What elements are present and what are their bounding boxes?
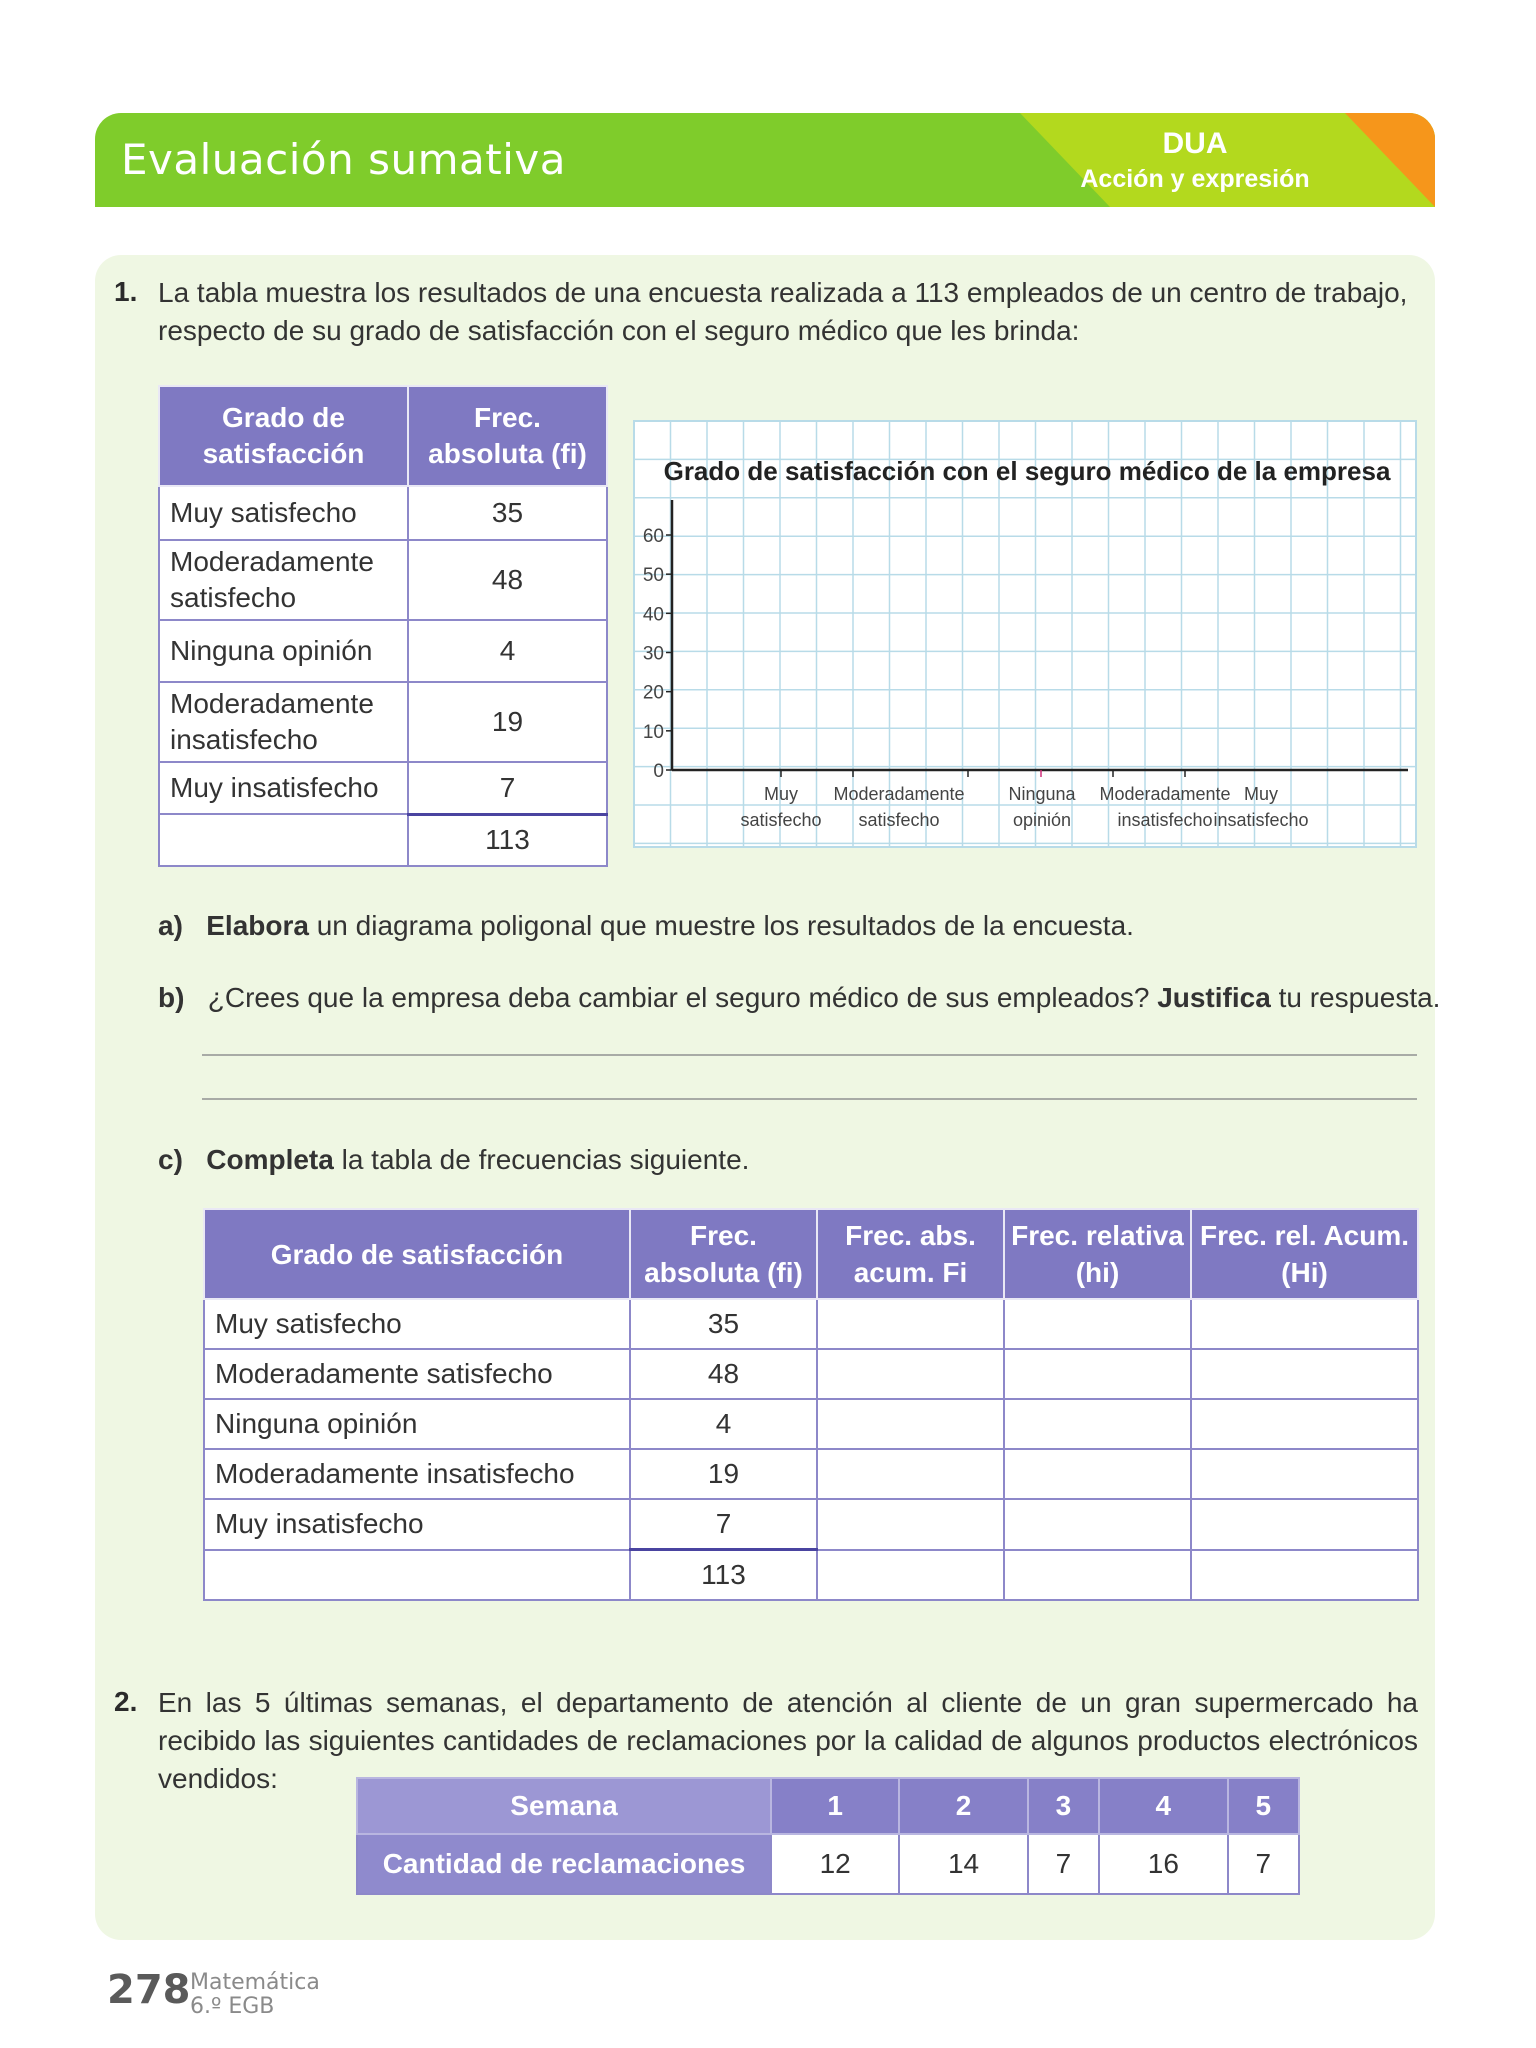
row-value: 4	[630, 1399, 817, 1449]
row-value: 19	[630, 1449, 817, 1499]
row-label: Moderadamente satisfecho	[204, 1349, 630, 1399]
cell-hi-input[interactable]	[1004, 1399, 1191, 1449]
chart-title: Grado de satisfacción con el seguro médico de la empresa	[663, 456, 1391, 486]
table-row	[204, 1399, 1418, 1449]
x-tick-label: Muy	[763, 784, 799, 804]
header-frec-relativa: Frec. relativa (hi)	[1004, 1209, 1191, 1299]
row-value: 19	[408, 682, 607, 762]
row-label: Moderadamente insatisfecho	[159, 682, 408, 762]
header-grado: Grado de satisfacción	[159, 386, 408, 486]
y-tick-label: 20	[642, 682, 664, 704]
row-value: 7	[408, 762, 607, 814]
table-row	[204, 1449, 1418, 1499]
dua-badge-subtitle: Acción y expresión	[1080, 165, 1310, 193]
subquestion-a-verb: Elabora	[206, 910, 309, 941]
page-number: 278	[107, 1967, 191, 2013]
table-total-row	[159, 814, 607, 866]
row-value: 48	[408, 540, 607, 620]
table-row	[204, 1299, 1418, 1349]
answer-line-2[interactable]	[202, 1098, 1417, 1100]
question-1-number: 1.	[114, 276, 138, 307]
count-row-label: Cantidad de reclamaciones	[357, 1834, 771, 1894]
y-tick-label: 10	[642, 721, 664, 743]
question-2-text: En las 5 últimas semanas, el departamento de atención al cliente de un gran supermercado ha recibido las siguientes cantidades de reclamaciones por la calidad de algunos productos electrónicos vendidos:	[158, 1687, 1418, 1794]
y-tick-label: 0	[653, 761, 664, 782]
row-value: 4	[408, 620, 607, 682]
subquestion-a-text: un diagrama poligonal que muestre los resultados de la encuesta.	[308, 910, 1134, 941]
cell-Hi-input[interactable]	[1191, 1299, 1418, 1349]
count-week-4: 16	[1099, 1834, 1227, 1894]
table-row	[204, 1499, 1418, 1550]
complete-frequency-table	[203, 1208, 1419, 1601]
week-2: 2	[899, 1778, 1027, 1834]
header-frec-absoluta: Frec. absoluta (fi)	[630, 1209, 817, 1299]
count-week-2: 14	[899, 1834, 1027, 1894]
x-tick-label: Moderadamente	[833, 784, 965, 804]
question-2-number: 2.	[114, 1686, 138, 1717]
subquestion-a-letter: a)	[158, 910, 183, 941]
row-label: Moderadamente satisfecho	[159, 540, 408, 620]
x-tick-label: satisfecho	[858, 810, 940, 830]
table-row	[159, 620, 607, 682]
section-header	[95, 113, 1435, 207]
header-frec-rel-acum: Frec. rel. Acum. (Hi)	[1191, 1209, 1418, 1299]
count-week-1: 12	[771, 1834, 899, 1894]
row-label: Moderadamente insatisfecho	[204, 1449, 630, 1499]
x-tick-label: Ninguna	[1008, 784, 1076, 804]
footer-grade: 6.º EGB	[190, 1994, 275, 2019]
cell-Fi-input[interactable]	[817, 1449, 1004, 1499]
header-frec-absoluta: Frec. absoluta (fi)	[408, 386, 607, 486]
answer-line-1[interactable]	[202, 1054, 1417, 1056]
x-tick-label: insatisfecho	[1117, 810, 1213, 830]
total-label-empty	[159, 814, 408, 866]
table-row	[204, 1349, 1418, 1399]
x-tick-label: Muy	[1243, 784, 1279, 804]
row-value: 48	[630, 1349, 817, 1399]
cell-hi-total-input[interactable]	[1004, 1550, 1191, 1601]
x-tick-label: opinión	[1012, 810, 1072, 830]
week-5: 5	[1228, 1778, 1300, 1834]
table-row	[159, 762, 607, 814]
subquestion-b-text: ¿Crees que la empresa deba cambiar el seguro médico de sus empleados?	[207, 982, 1158, 1013]
cell-hi-input[interactable]	[1004, 1449, 1191, 1499]
cell-hi-input[interactable]	[1004, 1299, 1191, 1349]
x-tick-label: Moderadamente	[1099, 784, 1231, 804]
week-row	[357, 1778, 1299, 1834]
row-label: Ninguna opinión	[159, 620, 408, 682]
question-1-text: La tabla muestra los resultados de una encuesta realizada a 113 empleados de un centro de trabajo, respecto de su grado de satisfacción con el seguro médico que les brinda:	[158, 277, 1408, 346]
row-label: Muy insatisfecho	[204, 1499, 630, 1550]
table-total-row	[204, 1550, 1418, 1601]
row-label: Muy satisfecho	[204, 1299, 630, 1349]
header-grado: Grado de satisfacción	[204, 1209, 630, 1299]
subquestion-b	[158, 979, 1440, 1017]
row-label: Ninguna opinión	[204, 1399, 630, 1449]
cell-Fi-total-input[interactable]	[817, 1550, 1004, 1601]
cell-Fi-input[interactable]	[817, 1349, 1004, 1399]
cell-Hi-input[interactable]	[1191, 1349, 1418, 1399]
subquestion-b-text-end: tu respuesta.	[1270, 982, 1441, 1013]
frequency-table	[158, 385, 608, 867]
total-value: 113	[630, 1550, 817, 1601]
row-value: 35	[408, 486, 607, 540]
subquestion-c-text: la tabla de frecuencias siguiente.	[333, 1144, 750, 1175]
subquestion-c	[158, 1141, 749, 1179]
y-tick-label: 30	[642, 643, 664, 665]
subquestion-b-letter: b)	[158, 982, 185, 1013]
y-tick-label: 60	[642, 526, 664, 547]
row-label: Muy insatisfecho	[159, 762, 408, 814]
count-week-3: 7	[1028, 1834, 1099, 1894]
subquestion-b-verb: Justifica	[1157, 982, 1271, 1013]
cell-Hi-input[interactable]	[1191, 1499, 1418, 1550]
cell-hi-input[interactable]	[1004, 1349, 1191, 1399]
count-week-5: 7	[1228, 1834, 1300, 1894]
x-tick-label: insatisfecho	[1213, 810, 1309, 830]
row-value: 35	[630, 1299, 817, 1349]
cell-Hi-input[interactable]	[1191, 1399, 1418, 1449]
cell-hi-input[interactable]	[1004, 1499, 1191, 1550]
dua-badge-title: DUA	[1162, 127, 1228, 160]
week-1: 1	[771, 1778, 899, 1834]
cell-Fi-input[interactable]	[817, 1299, 1004, 1349]
table-row	[159, 486, 607, 540]
cell-Fi-input[interactable]	[817, 1399, 1004, 1449]
footer-subject: Matemática	[190, 1970, 320, 1995]
y-tick-label: 40	[642, 604, 664, 626]
table-row	[159, 682, 607, 762]
cell-Fi-input[interactable]	[817, 1499, 1004, 1550]
total-value: 113	[408, 814, 607, 866]
header-frec-abs-acum: Frec. abs. acum. Fi	[817, 1209, 1004, 1299]
subquestion-a	[158, 907, 1134, 945]
subquestion-c-letter: c)	[158, 1144, 183, 1175]
polygon-chart	[633, 420, 1417, 848]
subquestion-c-verb: Completa	[206, 1144, 334, 1175]
cell-Hi-input[interactable]	[1191, 1449, 1418, 1499]
week-4: 4	[1099, 1778, 1227, 1834]
section-title: Evaluación sumativa	[121, 135, 566, 184]
week-3: 3	[1028, 1778, 1099, 1834]
y-tick-label: 50	[642, 565, 664, 587]
cell-Hi-total-input[interactable]	[1191, 1550, 1418, 1601]
row-label: Muy satisfecho	[159, 486, 408, 540]
complaints-table	[356, 1777, 1300, 1895]
row-value: 7	[630, 1499, 817, 1550]
count-row	[357, 1834, 1299, 1894]
week-row-label: Semana	[357, 1778, 771, 1834]
x-tick-label: satisfecho	[740, 810, 822, 830]
table-row	[159, 540, 607, 620]
total-label-empty	[204, 1550, 630, 1601]
